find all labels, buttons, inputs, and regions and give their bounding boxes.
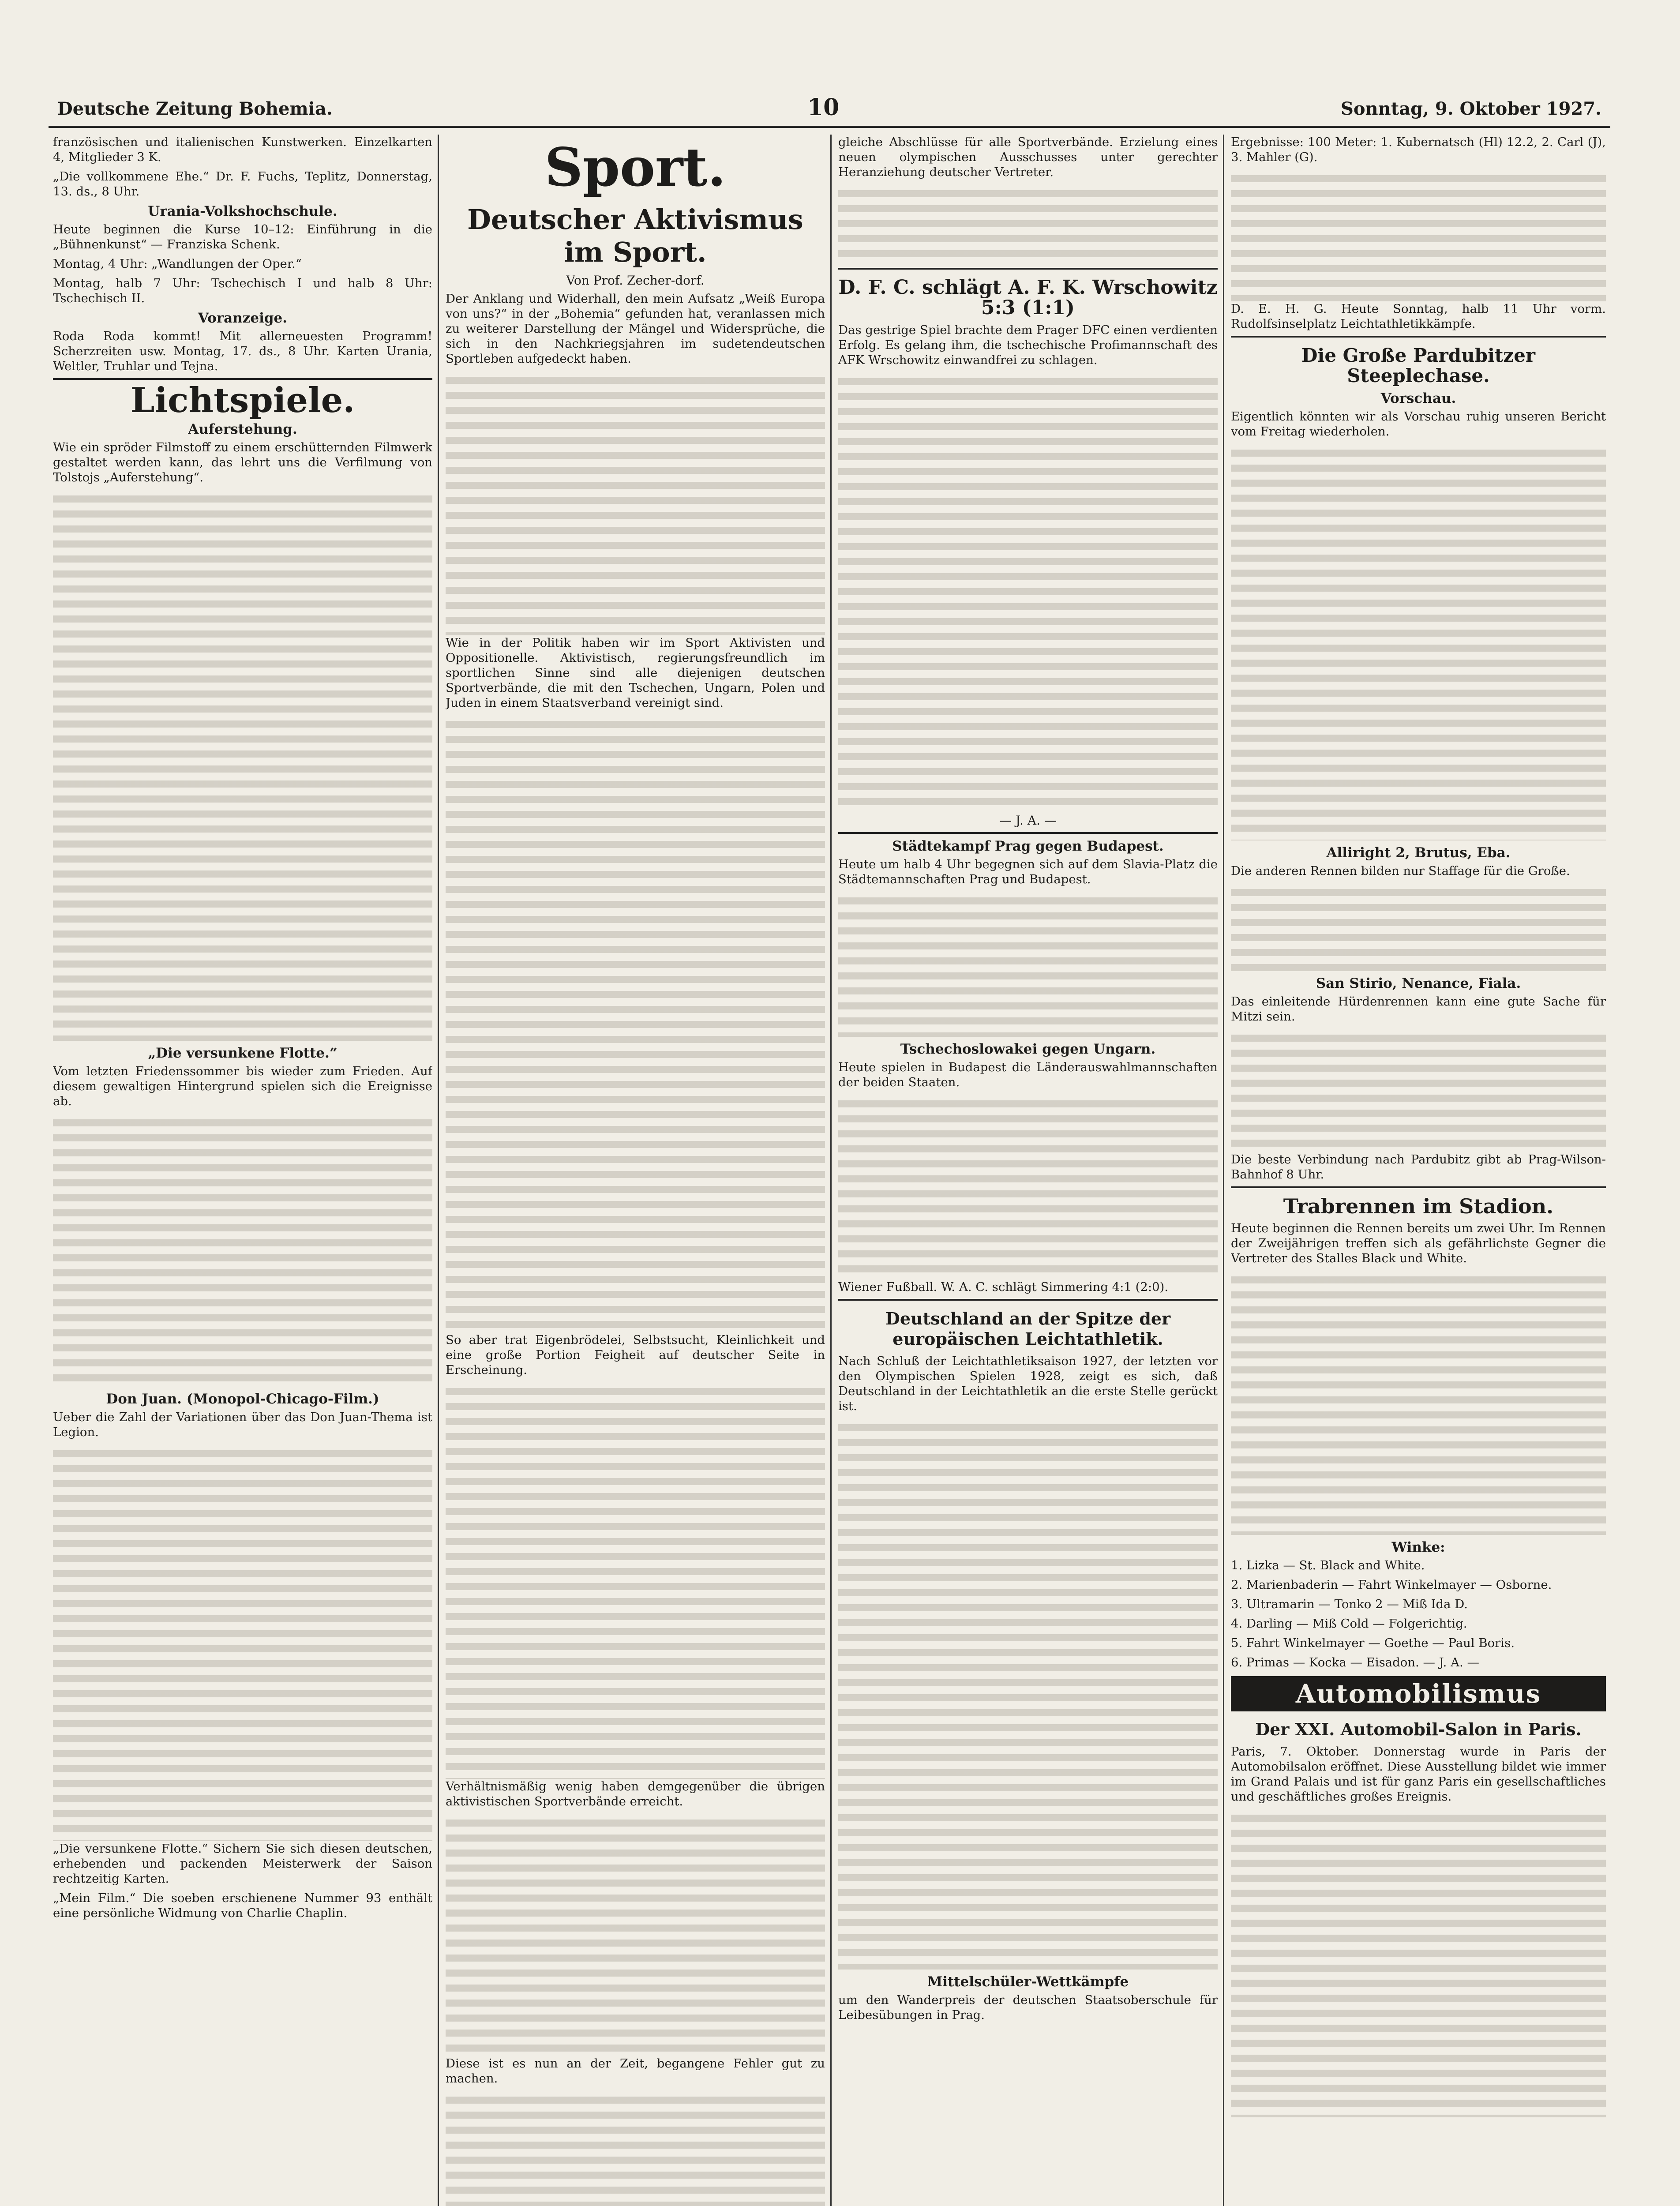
article-title: Deutschland an der Spitze der europäischen Leichtathletik.: [885, 1309, 1171, 1349]
list-item: 4. Darling — Miß Cold — Folgerichtig.: [1231, 1617, 1467, 1631]
article-text: „Die versunkene Flotte.“ Sichern Sie sich diesen deutschen, erhebenden und packenden Meisterwerk der Saison rechtzeitig Karten.: [53, 1842, 432, 1886]
divider: [838, 268, 1218, 270]
text-block: [446, 1382, 825, 1779]
issue-date: Sonntag, 9. Oktober 1927.: [1340, 98, 1601, 119]
article-heading: San Stirio, Nenance, Fiala.: [1316, 975, 1521, 991]
article-text: französischen und italienischen Kunstwerken. Einzelkarten 4, Mitglieder 3 K.: [53, 135, 432, 164]
tips-list: [1231, 1558, 1606, 1670]
column-rule: [1223, 135, 1224, 2206]
text-block: [1231, 443, 1606, 840]
article-text: Vom letzten Friedenssommer bis wieder zum Frieden. Auf diesem gewaltigen Hintergrund spielen sich die Ereignisse ab.: [53, 1064, 432, 1108]
divider: [838, 1299, 1218, 1301]
text-block: [53, 1113, 432, 1387]
article-text: Nach Schluß der Leichtathletiksaison 1927, der letzten vor den Olympischen Spielen 1928, zeigt es sich, daß Deutschland in der Leichtathletik an die erste Stelle gerückt ist.: [838, 1354, 1218, 1413]
column-culture: [53, 135, 432, 2206]
text-block: [446, 2090, 825, 2206]
article-text: gleiche Abschlüsse für alle Sportverbände. Erzielung eines neuen olympischen Ausschusses unter gerechter Heranziehung deutscher Vertreter.: [838, 135, 1218, 179]
text-block: [446, 371, 825, 635]
article-heading: Mittelschüler-Wettkämpfe: [927, 1974, 1129, 1990]
article-text: Das einleitende Hürdenrennen kann eine gute Sache für Mitzi sein.: [1231, 994, 1606, 1024]
text-block: [838, 1094, 1218, 1279]
text-block: [838, 891, 1218, 1037]
page-header: [49, 90, 1610, 128]
article-text: Paris, 7. Oktober. Donnerstag wurde in Paris der Automobilsalon eröffnet. Diese Ausstellung bildet wie immer im Grand Palais und ist für ganz Paris ein gesellschaftliches und geschäftliches großes Ereignis.: [1231, 1745, 1606, 1804]
article-text: Diese ist es nun an der Zeit, begangene Fehler gut zu machen.: [446, 2056, 825, 2086]
article-heading: „Die versunkene Flotte.“: [148, 1045, 338, 1061]
article-text: Heute beginnen die Rennen bereits um zwei Uhr. Im Rennen der Zweijährigen treffen sich als gefährlichste Gegner die Vertreter des Stalles Black und White.: [1231, 1221, 1606, 1265]
list-item: 1. Lizka — St. Black and White.: [1231, 1558, 1425, 1572]
article-heading: Alliright 2, Brutus, Eba.: [1326, 845, 1511, 861]
article-text: Das gestrige Spiel brachte dem Prager DFC einen verdienten Erfolg. Es gelang ihm, die tschechische Profimannschaft des AFK Wrschowitz einwandfrei zu schlagen.: [838, 323, 1218, 367]
article-text: Wiener Fußball. W. A. C. schlägt Simmering 4:1 (2:0).: [838, 1280, 1169, 1294]
section-heading: Urania-Volkshochschule.: [148, 203, 338, 219]
article-text: Der Anklang und Widerhall, den mein Aufsatz „Weiß Europa von uns?“ in der „Bohemia“ gefunden hat, veranlassen mich zu weiterer Darstellung der Mängel und Widersprüche, die sich in den Nachkriegsjahren im sudetendeutschen Sportleben aufgedeckt haben.: [446, 292, 825, 366]
article-heading: Vorschau.: [1380, 390, 1456, 406]
article-text: um den Wanderpreis der deutschen Staatsoberschule für Leibesübungen in Prag.: [838, 1993, 1218, 2022]
section-banner: Automobilismus: [1231, 1676, 1606, 1711]
column-races: [1231, 135, 1606, 2206]
text-block: [838, 184, 1218, 263]
article-title: Deutscher Aktivismus im Sport.: [467, 203, 803, 268]
article-text: Montag, 4 Uhr: „Wandlungen der Oper.“: [53, 257, 302, 271]
section-title: Lichtspiele.: [130, 380, 355, 420]
masthead: Deutsche Zeitung Bohemia.: [57, 98, 333, 119]
article-text: Verhältnismäßig wenig haben demgegenüber die übrigen aktivistischen Sportverbände erreicht.: [446, 1779, 825, 1808]
section-heading: Voranzeige.: [198, 310, 288, 326]
article-text: Ueber die Zahl der Variationen über das Don Juan-Thema ist Legion.: [53, 1410, 432, 1439]
text-block: [1231, 169, 1606, 301]
divider: [1231, 336, 1606, 338]
text-block: [1231, 1028, 1606, 1152]
article-signature: — J. A. —: [999, 813, 1057, 828]
article-title: Die Große Pardubitzer Steeplechase.: [1301, 345, 1536, 386]
text-block: [53, 1444, 432, 1841]
text-block: [446, 715, 825, 1332]
text-block: [53, 489, 432, 1041]
text-block: [838, 372, 1218, 813]
article-text: Ergebnisse: 100 Meter: 1. Kubernatsch (Hl) 12.2, 2. Carl (J), 3. Mahler (G).: [1231, 135, 1606, 164]
article-heading: Winke:: [1391, 1539, 1445, 1555]
article-byline: Von Prof. Zecher-dorf.: [566, 273, 705, 288]
article-text: „Die vollkommene Ehe.“ Dr. F. Fuchs, Teplitz, Donnerstag, 13. ds., 8 Uhr.: [53, 169, 432, 199]
column-sport-news: [838, 135, 1218, 2206]
text-block: [1231, 883, 1606, 971]
article-text: Wie ein spröder Filmstoff zu einem erschütternden Filmwerk gestaltet werden kann, das lehrt uns die Verfilmung von Tolstojs „Auferstehung“.: [53, 440, 432, 484]
list-item: 6. Primas — Kocka — Eisadon. — J. A. —: [1231, 1655, 1479, 1670]
divider: [838, 832, 1218, 834]
article-text: Die beste Verbindung nach Pardubitz gibt ab Prag-Wilson-Bahnhof 8 Uhr.: [1231, 1152, 1606, 1182]
article-text: Die anderen Rennen bilden nur Staffage für die Große.: [1231, 864, 1570, 878]
article-text: Heute spielen in Budapest die Länderauswahlmannschaften der beiden Staaten.: [838, 1060, 1218, 1089]
section-title: Sport.: [544, 136, 726, 199]
article-text: D. E. H. G. Heute Sonntag, halb 11 Uhr vorm. Rudolfsinselplatz Leichtathletikkämpfe.: [1231, 302, 1606, 331]
article-heading: Städtekampf Prag gegen Budapest.: [892, 838, 1164, 854]
list-item: 3. Ultramarin — Tonko 2 — Miß Ida D.: [1231, 1597, 1468, 1611]
divider: [1231, 1186, 1606, 1188]
list-item: 5. Fahrt Winkelmayer — Goethe — Paul Boris.: [1231, 1636, 1515, 1650]
column-rule: [830, 135, 832, 2206]
list-item: 2. Marienbaderin — Fahrt Winkelmayer — Osborne.: [1231, 1578, 1552, 1592]
text-block: [1231, 1270, 1606, 1535]
article-heading: Don Juan. (Monopol-Chicago-Film.): [106, 1391, 379, 1407]
article-text: Wie in der Politik haben wir im Sport Aktivisten und Oppositionelle. Aktivistisch, regierungsfreundlich im sportlichen Sinne sind alle diejenigen deutschen Sportverbände, die mit den Tschechen, Ungarn, Polen und Juden in einem Staatsverband vereinigt sind.: [446, 636, 825, 710]
text-block: [838, 1418, 1218, 1970]
article-heading: Auferstehung.: [188, 421, 297, 437]
article-title: Trabrennen im Stadion.: [1283, 1194, 1554, 1218]
text-block: [1231, 1808, 1606, 2117]
divider: [53, 378, 432, 380]
column-rule: [438, 135, 439, 2206]
article-text: Heute beginnen die Kurse 10–12: Einführung in die „Bühnenkunst“ — Franziska Schenk.: [53, 222, 432, 251]
newspaper-page: [49, 90, 1610, 2206]
article-title: Der XXI. Automobil-Salon in Paris.: [1255, 1719, 1582, 1739]
text-block: [446, 1813, 825, 2056]
article-text: Eigentlich könnten wir als Vorschau ruhig unseren Bericht vom Freitag wiederholen.: [1231, 409, 1606, 439]
page-number: 10: [807, 94, 840, 121]
article-text: Montag, halb 7 Uhr: Tschechisch I und halb 8 Uhr: Tschechisch II.: [53, 276, 432, 305]
article-text: „Mein Film.“ Die soeben erschienene Nummer 93 enthält eine persönliche Widmung von Charlie Chaplin.: [53, 1891, 432, 1920]
article-text: So aber trat Eigenbrödelei, Selbstsucht, Kleinlichkeit und eine große Portion Feigheit auf deutscher Seite in Erscheinung.: [446, 1333, 825, 1377]
article-text: Roda Roda kommt! Mit allerneuesten Programm! Scherzreiten usw. Montag, 17. ds., 8 Uhr. Karten Urania, Weltler, Truhlar und Tejna.: [53, 329, 432, 373]
article-heading: Tschechoslowakei gegen Ungarn.: [900, 1041, 1156, 1057]
column-sport: [446, 135, 825, 2206]
article-text: Heute um halb 4 Uhr begegnen sich auf dem Slavia-Platz die Städtemannschaften Prag und Budapest.: [838, 857, 1218, 886]
article-title: D. F. C. schlägt A. F. K. Wrschowitz 5:3 (1:1): [838, 276, 1218, 319]
